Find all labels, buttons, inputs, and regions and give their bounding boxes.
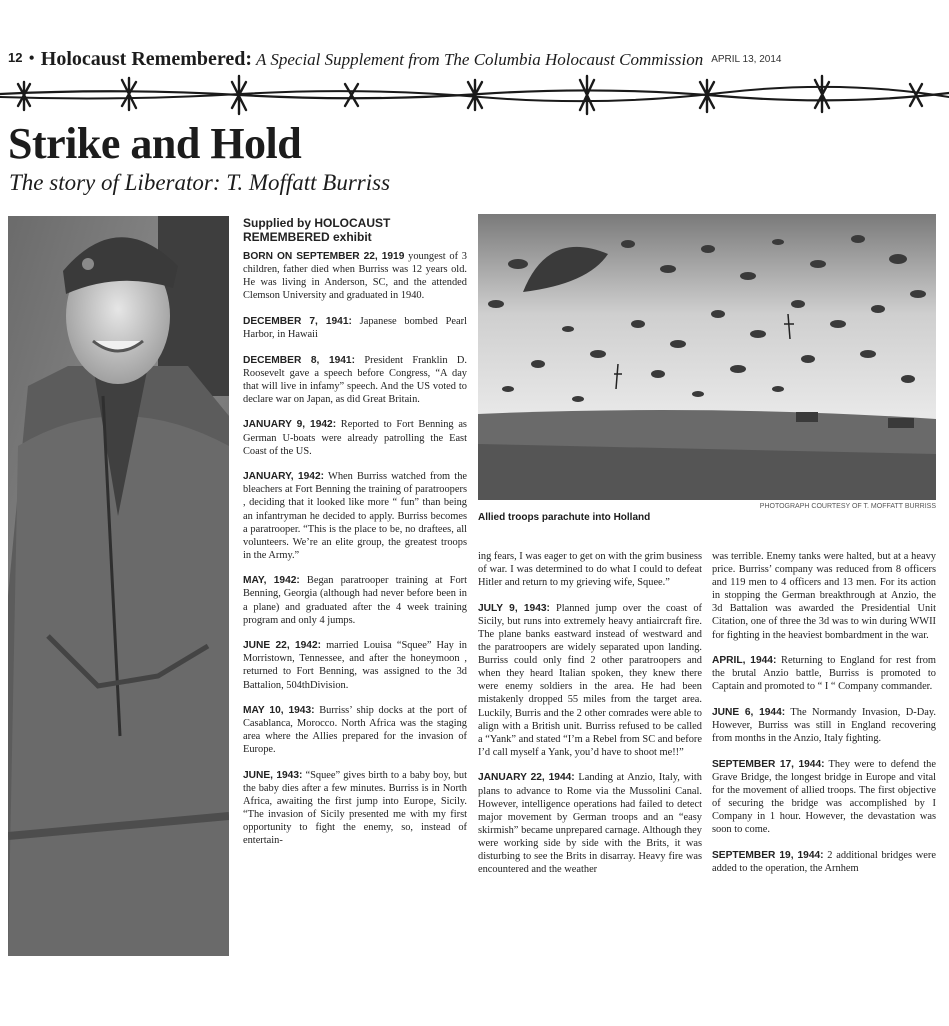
entry-text: Burriss’ ship docks at the port of Casablanca, Morocco. North Africa was the staging area where the Allies prepared for the invasion of Europe. [243,705,467,756]
entry-text: 2 additional bridges were added to the operation, the Arnhem [712,849,936,874]
section-title: Holocaust Remembered: [40,48,253,70]
entry-text: The Normandy Invasion, D-Day. However, Burriss was still in England recovering from months in the Anzio, Italy fighting. [712,706,936,745]
entry-date: JANUARY 22, 1944: [478,772,575,784]
timeline-entry [243,354,467,406]
entry-date: JUNE 6, 1944: [712,706,786,718]
timeline-entry [712,550,936,642]
entry-date: BORN ON SEPTEMBER 22, 1919 [243,251,405,262]
entry-date: JANUARY 9, 1942: [243,419,337,431]
timeline-entry [243,769,467,848]
article-column-1 [243,216,467,956]
entry-date: JUNE, 1943: [243,770,303,781]
entry-text: “Squee” gives birth to a baby boy, but the baby dies after a few minutes. Burriss is in North Africa, awaiting the first jump into Europe, Sicily. “The invasion of Sicily presented me with my first opportunity to fight the enemy, so, instead of entertain- [243,770,467,847]
entry-date: SEPTEMBER 17, 1944: [712,758,825,770]
article-column-2 [478,550,702,956]
timeline-entry [243,315,467,341]
page-number: 12 [8,50,23,65]
entry-date: JUNE 22, 1942: [243,640,322,652]
timeline-entry [243,574,467,626]
entry-text: Returning to England for rest from the brutal Anzio battle, Burriss is promoted to Captain and promoted to “ I “ Company commander. [712,655,936,693]
entry-text: Landing at Anzio, Italy, with plans to advance to Rome via the Mussolini Canal. However, intelligence operations had failed to detect major movement by German troops and an “easy skirmish” became unprepared carnage. Although they were working side by side with the Brits, it was disturbing to see the Brits in disarray. Heavy fire was encountered and the weather [478,772,702,876]
issue-date: APRIL 13, 2014 [711,54,782,65]
entry-date: JANUARY, 1942: [243,471,325,483]
entry-date: MAY, 1942: [243,575,300,587]
entry-text: married Louisa “Squee” Hay in Morristown, Tennessee, and after the honeymoon , returned to Fort Benning, was assigned to the 3d Battalion, 504thDivision. [243,640,467,691]
supplement-title: A Special Supplement from The Columbia Holocaust Commission [256,50,704,69]
entry-date: DECEMBER 7, 1941: [243,315,352,327]
entry-text: They were to defend the Grave Bridge, the longest bridge in Europe and vital for the movement of allied troops. The first objective of securing the bridge was accomplished by I Company in 1 hour. However, the devastation was soon to come. [712,758,936,836]
timeline-entry [712,849,936,875]
timeline-entry [478,771,702,876]
timeline-entry [243,250,467,302]
entry-text: Planned jump over the coast of Sicily, but runs into extremely heavy antiaircraft fire. The plane banks eastward instead of westward and the paratroopers are widely separated upon landing. Burriss could only find 2 other paratroopers and when they heard Italian spoken, they knew there were enemy soldiers in the area. He had been mistakenly dropped 55 miles from the target area. Luckily, Burris and the 2 other comrades were able to align with a British unit. Burriss refused to be called a “Yank” and stated “I’m a Rebel from SC and before I’d call myself a Yank, you’d have to shoot me!!” [478,602,702,758]
entry-date: JULY 9, 1943: [478,602,550,614]
supplied-by: Supplied by HOLOCAUST REMEMBERED exhibit [243,216,391,244]
photo-caption: Allied troops parachute into Holland [478,512,651,523]
entry-text: When Burriss watched from the bleachers at Fort Benning the training of paratroopers , deciding that it looked like more “ fun” than being an infantryman he decided to apply. Burriss becomes a paratrooper. “This is the place to be, no draftees, all volunteers. We’re an elite group, the greatest troops in the Army.” [243,471,467,561]
portrait-photo [8,216,229,956]
timeline-entry [243,639,467,691]
article-column-3 [712,550,936,956]
entry-text: Japanese bombed Pearl Harbor, in Hawaii [243,315,467,340]
entry-text: President Franklin D. Roosevelt gave a speech before Congress, “A day that will live in infamy” speech. And the US voted to declare war on Japan, as did Great Britain. [243,354,467,405]
entry-text: Reported to Fort Benning as German U-boats were already patrolling the East Coast of the US. [243,419,467,457]
timeline-entry [712,706,936,745]
timeline-entry [243,704,467,756]
header-bullet: • [28,48,35,68]
entry-text: youngest of 3 children, father died when Burriss was 12 years old. He was living in Anderson, SC, and the attended Clemson University and graduated in 1940. [243,251,467,302]
entry-date: SEPTEMBER 19, 1944: [712,849,824,861]
timeline-entry [712,654,936,693]
entry-text: Began paratrooper training at Fort Benning, Georgia (although had never before been in a plane) and graduated after the 4 week training program and only 4 jumps. [243,575,467,626]
timeline-entry [478,602,702,759]
photo-credit: PHOTOGRAPH COURTESY OF T. MOFFATT BURRISS [759,503,936,510]
timeline-entry [243,470,467,562]
entry-text: ing fears, I was eager to get on with the grim business of war. I was determined to do what I could to defeat Hitler and return to my grieving wife, Squee.” [478,551,702,589]
timeline-entry [478,550,702,589]
barbed-wire-divider [0,70,949,120]
entry-text: was terrible. Enemy tanks were halted, but at a heavy price. Burriss’ company was reduced from 8 officers and 119 men to 4 officers and 13 men. For its action in stopping the German breakthrough at Anzio, the 3d Battalion was awarded the Presidential Unit Citation, one of three the 3d was to win during WWII for fighting in the heaviest bombardment in the war. [712,551,936,641]
page-header [8,48,943,72]
timeline-entry [243,418,467,457]
parachute-photo [478,214,936,500]
entry-date: DECEMBER 8, 1941: [243,354,355,366]
entry-date: APRIL, 1944: [712,655,777,667]
article-title: Strike and Hold [8,119,302,168]
article-subtitle: The story of Liberator: T. Moffatt Burriss [9,170,391,195]
timeline-entry [712,758,936,837]
entry-date: MAY 10, 1943: [243,705,315,717]
